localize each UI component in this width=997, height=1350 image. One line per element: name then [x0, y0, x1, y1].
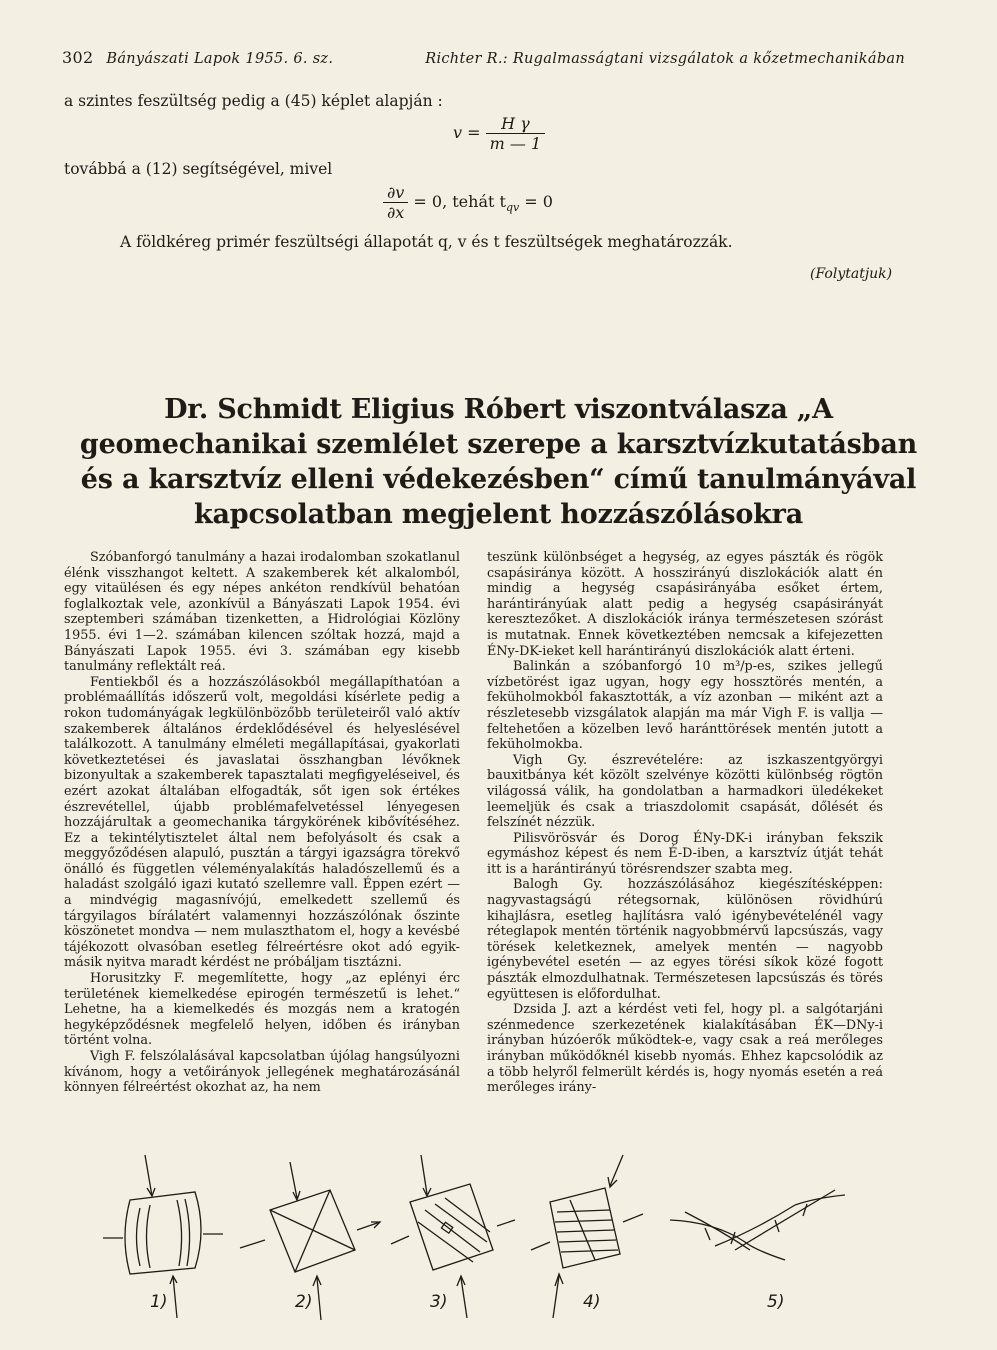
header-left [62, 48, 333, 67]
paragraph: Vigh F. felszólalásával kapcsolatban újólag hangsúlyozni kívánom, hogy a vetőirányok jellegének meghatározásánál könnyen félreértést okozhat az, ha nem [64, 1049, 460, 1096]
sketch-5 [670, 1190, 845, 1260]
formula-2 [383, 183, 553, 222]
intro-line-2: továbbá a (12) segítségével, mivel [64, 160, 333, 178]
formula-1-denominator: m — 1 [489, 134, 542, 153]
paragraph: Fentiekből és a hozzászólásokból megállapíthatóan a problémaállítás időszerű volt, megoldási kísérlete pedig a rokon tudományágak legkülönbözőbb területeiről való aktív szakemberek általános érdeklődésével és helyeslésével találkozott. A tanulmány elméleti megállapításai, gyakorlati következtetései és javaslatai összhangban lévőknek bizonyultak a szakemberek tapasztalati megfigyeléseivel, és ezért azokat általában elfogadták, sőt igen sok értékes észrevétellel, újabb problémafelvetéssel lényegesen hozzájárultak a geomechanika tárgykörének kibővítéséhez. Ez a tekintélytisztelet által nem befolyásolt és csak a meggyőződésen alapuló, pusztán a tárgyi igazságra törekvő önálló és független véleményalakítás haladószellemű és a haladást szolgáló igazi kutató szellemre vall. Éppen ezért — a mindvégig magasnívójú, emelkedett szellemű és tárgyilagos bírálatért valamennyi hozzászólónak őszinte köszönetet mondva — nem mulaszthatom el, hogy a kevésbé tájékozott olvasóban esetleg félreértésre okot adó egyik-másik nyitva maradt kérdést ne próbáljam tisztázni. [64, 674, 460, 971]
running-header [62, 48, 905, 70]
continued-note: (Folytatjuk) [810, 266, 893, 282]
article-reference: Richter R.: Rugalmasságtani vizsgálatok a kőzetmechanikában [425, 51, 905, 67]
paragraph: Pilisvörösvár és Dorog ÉNy-DK-i irányban fekszik egymáshoz képest és nem É-D-iben, a karsztvíz útját tehát itt is a harántirányú törésrendszer szabta meg. [487, 830, 883, 877]
paragraph: Szóbanforgó tanulmány a hazai irodalomban szokatlanul élénk visszhangot keltett. A szakemberek két alkalomból, egy vitaülésen és egy népes ankéton rendkívül behatóan foglalkoztak vele, azonkívül a Bányászati Lapok 1954. évi szeptemberi számában tizenketten, a Hidrológiai Közlöny 1955. évi 1—2. számában kilencen szóltak hozzá, majd a Bányászati Lapok 1955. évi 3. számában egy kisebb tanulmány reflektált reá. [64, 550, 460, 675]
formula-1-fraction [486, 114, 546, 153]
figure-label-5: 5) [767, 1292, 785, 1312]
figure-label-2: 2) [295, 1292, 313, 1312]
formula-2-denominator: ∂x [387, 203, 405, 222]
journal-name: Bányászati Lapok 1955. 6. sz. [106, 51, 334, 67]
paragraph: Horusitzky F. megemlítette, hogy „az eplényi érc területének kiemelkedése epirogén természetű is lehet.“ Lehetne, ha a kiemelkedés és mozgás nem a kratogén hegyképződésnek megfelelő helyen, időben és irányban történt volna. [64, 971, 460, 1049]
formula-1 [453, 114, 545, 153]
formula-2-end: = 0 [519, 192, 553, 211]
paragraph: teszünk különbséget a hegység, az egyes pászták és rögök csapásiránya között. A hosszirányú diszlokációk alatt én mindig a hegység csapásirányába esőket értem, harántirányúak alatt pedig a hegység csapásirányát keresztezőket. A diszlokációk iránya természetesen szórást is mutatnak. Ennek következtében nemcsak a kifejezetten ÉNy-DK-ieket kell harántirányú diszlokációk alatt érteni. [487, 550, 883, 659]
paragraph: Balogh Gy. hozzászólásához kiegészítésképpen: nagyvastagságú rétegsornak, különösen rövidhúrú kihajlásra, esetleg hajlításra való igénybevételénél vagy réteglapok mentén történik nagyobbmérvű lapcsúszás, vagy törések keletkeznek, amelyek mentén — nagyobb igénybevétel esetén — az egyes törési síkok közé fogott pászták elmozdulhatnak. Természetesen lapcsúszás és törés együttesen is előfordulhat. [487, 877, 883, 1002]
figure-label-3: 3) [430, 1292, 448, 1312]
formula-2-numerator: ∂v [383, 183, 408, 203]
paragraph: Balinkán a szóbanforgó 10 m³/p-es, szikes jellegű vízbetörést igaz ugyan, hogy egy hossztörés mentén, a feküholmokból fakasztották, a víz azonban — miként azt a részletesebb vizsgálatok alapján ma már Vigh F. is vallja — feltehetően a közelben levő haránttörések mentén jutott a feküholmokba. [487, 659, 883, 753]
figure-label-1: 1) [150, 1292, 168, 1312]
right-column [487, 550, 883, 1096]
formula-2-rest: = 0, tehát t [413, 192, 506, 211]
left-column [64, 550, 460, 1096]
formula-1-numerator: H γ [486, 114, 546, 134]
paragraph: Dzsida J. azt a kérdést veti fel, hogy pl. a salgótarjáni szénmedence szerkezetének kialakításában ÉK—DNy-i irányban húzóerők működtek-e, vagy csak a reá merőleges irányban működőknél kisebb nyomás. Ehhez kapcsolódik az a több helyről felmerült kérdés is, hogy nyomás esetén a reá merőleges irány- [487, 1002, 883, 1096]
formula-1-lhs: v = [453, 123, 481, 142]
intro-line-3: A földkéreg primér feszültségi állapotát q, v és t feszültségek meghatározzák. [120, 233, 733, 251]
formula-2-subscript: qv [505, 201, 520, 215]
figure-strip [95, 1150, 895, 1335]
page-number: 302 [62, 48, 94, 67]
paragraph: Vigh Gy. észrevételére: az iszkaszentgyörgyi bauxitbánya két közölt szelvénye közötti különbség rögtön világossá válik, ha gondolatban a harmadkori üledékeket leemeljük és csak a triaszdolomit csapását, dőlését és felszínét nézzük. [487, 752, 883, 831]
article-title: Dr. Schmidt Eligius Róbert viszontválasza „A geomechanikai szemlélet szerepe a karsztvízkutatásban és a karsztvíz elleni védekezésben“ című tanulmányával kapcsolatban megjelent hozzászólásokra [79, 394, 918, 530]
formula-2-fraction [383, 183, 408, 222]
intro-line-1: a szintes feszültség pedig a (45) képlet alapján : [64, 92, 443, 110]
figure-label-4: 4) [583, 1292, 601, 1312]
sketch-3 [391, 1155, 515, 1318]
